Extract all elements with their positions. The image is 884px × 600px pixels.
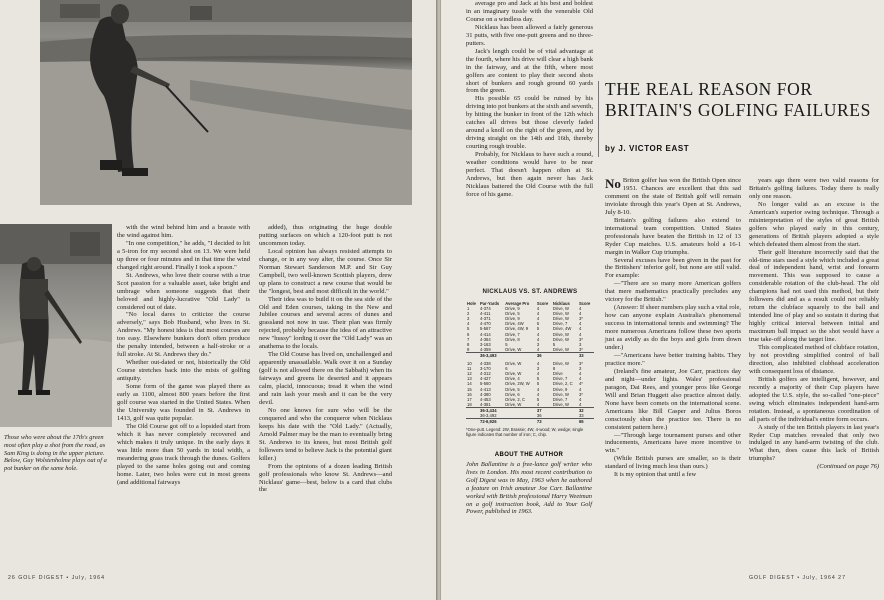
scorecard-cell: Drive, W xyxy=(505,361,522,367)
scorecard-cell: 4 xyxy=(578,371,582,377)
article-byline: by J. VICTOR EAST xyxy=(605,144,690,153)
scorecard-cell: 6 xyxy=(467,331,470,337)
paragraph: years ago there were two valid reasons for Britain's golfing failures. Today there is really only one reason. xyxy=(749,177,879,200)
scorecard-cell: 3* xyxy=(578,316,583,322)
scorecard-cell xyxy=(552,419,578,425)
paragraph: —"Americans have better training habits. They practice more." xyxy=(605,351,741,367)
scorecard-cell: Drive, W xyxy=(552,336,569,342)
scorecard-cell: 10 xyxy=(467,361,472,367)
scorecard-header-cell: Par-Yards xyxy=(480,301,500,306)
left-column-1 xyxy=(117,224,250,486)
scorecard-cell: Drive, 2W, W xyxy=(505,381,530,387)
paragraph: St. Andrews, who love their course with a true Scot passion for a valuable asset, take bright and umbrage when someone suggests that their beloved and highly-lucrative "Old Lady" is considered out of date. xyxy=(117,271,250,311)
scorecard-cell: Drive, 4W xyxy=(505,321,524,327)
paragraph xyxy=(605,177,741,217)
scorecard-notes: *One-putt. Legend: 2W, Brassie; 4W, 4-wood; W, wedge; single figure indicates that number of iron; C, chip. xyxy=(466,427,584,438)
scorecard-header-cell: Hole xyxy=(467,301,476,306)
scorecard-cell: 37 xyxy=(536,407,552,413)
paragraph: "In one competition," he adds, "I decided to hit a 5-iron for my second shot on 13. We were held up three or four minutes and in that time the wind changed right around. Finally I took a spoon." xyxy=(117,239,250,271)
paragraph: The Old Course has lived on, unchallenged and apparently unassailable. Walk over it on a Sunday (golf is not allowed there on the Sabbath) when its fairways and greens lie deserted and it appears calm, placid, innocuous; tread it when the wind and rain lash your mesh and it can be the very devil. xyxy=(259,351,392,406)
paragraph: The Old Course got off to a lopsided start from which it has never completely recovered and which makes it truly unique. In the early days it was little more than 50 yards in total width, a meandering grass track through the dunes. Golfers played to the same holes going out and coming home. Later, two holes were cut in most greens (and additional fairways xyxy=(117,422,250,486)
scorecard-cell: 12 xyxy=(467,371,472,377)
scorecard-cell: 5-567 xyxy=(480,326,491,332)
scorecard-cell: 4-411 xyxy=(480,311,491,317)
scorecard-cell: 36-3,434 xyxy=(479,407,504,413)
article-headline: THE REAL REASON FOR BRITAIN'S GOLFING FAILURES xyxy=(605,79,871,120)
scorecard-cell xyxy=(504,419,536,425)
scorecard-cell: Drive, 5 xyxy=(505,311,520,317)
scorecard-cell: 8 xyxy=(552,366,556,372)
scorecard-cell: Drive, 9 xyxy=(552,386,568,392)
scorecard-cell: 3 xyxy=(578,341,582,347)
scorecard-cell: Drive, 7 xyxy=(552,396,568,402)
paragraph: This complicated method of clubface rotation, by not providing simplified control of ball direction, also inhibited clubhead acceleration with consequent loss of distance. xyxy=(749,344,879,375)
scorecard-cell: 4-359 xyxy=(480,346,491,352)
scorecard-cell: 4 xyxy=(536,401,540,407)
left-column-2 xyxy=(259,224,392,494)
paragraph: with the wind behind him and a brassie with the wind against him. xyxy=(117,224,250,239)
golfer-on-road-photo xyxy=(40,0,412,205)
scorecard-cell: 4 xyxy=(536,371,540,377)
scorecard-cell: 4* xyxy=(578,381,583,387)
scorecard-cell: Drive, W xyxy=(505,346,522,352)
paragraph: His possible 65 could be ruined by his driving into pot bunkers at the sixth and seventh, by hitting the bunker in front of the 12th which catches all drives but those cleverly faded around a knoll on the right of the green, and by driving straight on the 14th and 16th, thereby courting rough trouble. xyxy=(466,95,593,151)
scorecard-cell: 4-371 xyxy=(480,316,491,322)
paragraph: (Ireland's fine amateur, Joe Carr, practices day and night—under lights. Wales' professional paragon, Dai Rees, and younger pros like George Will and Brian Huggett also practice almost daily. None have been comets on the international scene. Americans like Bill Casper and Julius Boros consciously shun the practice tee. There is no consistent pattern here.) xyxy=(605,367,741,431)
scorecard-cell: 4 xyxy=(467,321,470,327)
paragraph: From the opinions of a dozen leading British golf professionals who know St. Andrews—and Nicklaus' game—best, below is a card that clubs the xyxy=(259,462,392,494)
scorecard-cell: 16 xyxy=(467,391,472,397)
scorecard-cell: 4 xyxy=(578,331,582,337)
scorecard-cell: 4-374 xyxy=(480,306,491,312)
scorecard-cell: 5 xyxy=(505,341,508,347)
scorecard-body xyxy=(466,306,594,424)
scorecard-cell: 8 xyxy=(467,341,470,347)
scorecard-cell: 5-560 xyxy=(480,381,491,387)
paragraph: Some form of the game was played there as early as 1100, almost 800 years before the first golf course was started in the United States. When the University was founded in St. Andrews in 1413, golf was quite popular. xyxy=(117,383,250,422)
paragraph: Probably, for Nicklaus to have such a round, weather conditions would have to be near perfect. That doesn't happen often at St. Andrews, but then again never has Jack Nicklaus battered the Old Course with the full force of his game. xyxy=(466,151,593,198)
scorecard-cell: 5 xyxy=(536,376,540,382)
scorecard-cell: 33 xyxy=(578,412,584,418)
left-page xyxy=(0,0,437,600)
paragraph: No longer valid as an excuse is the American's superior swing technique. Through a misinterpretation of the styles of great British golfers who played early in this century, generations of British players adopted a style which defeated them almost from the start. xyxy=(749,200,879,248)
scorecard-title: NICKLAUS VS. ST. ANDREWS xyxy=(482,288,578,295)
paragraph: added), thus originating the huge double putting surfaces on which a 120-foot putt is not uncommon today. xyxy=(259,224,392,247)
scorecard-cell: Drive, 2, C xyxy=(505,396,526,402)
scorecard-cell: 11 xyxy=(467,366,472,372)
scorecard-cell: Drive, W xyxy=(505,401,522,407)
scorecard-cell: 4 xyxy=(578,321,582,327)
scorecard-cell: 4 xyxy=(536,346,540,352)
scorecard-cell: 3* xyxy=(578,391,583,397)
scorecard-cell: Drive, 5 xyxy=(505,386,520,392)
scorecard-cell: Drive, 9 xyxy=(505,306,520,312)
scorecard-cell: Drive, W xyxy=(552,346,569,352)
scorecard-header-cell: Score xyxy=(536,301,549,306)
scorecard-cell: 4 xyxy=(536,331,540,337)
scorecard-cell: 4 xyxy=(536,386,540,392)
drop-cap: No xyxy=(605,176,621,191)
scorecard-cell: 4 xyxy=(578,306,582,312)
scorecard-cell: 4 xyxy=(578,376,582,382)
right-column-1 xyxy=(466,0,593,199)
scorecard-cell: 13 xyxy=(467,376,472,382)
paragraph: Jack's length could be of vital advantage at the fourth, where his drive will clear a high bank in the fairway, and at the fifth, where most golfers are content to play their second shots short of bunkers and rough ground 60 yards from the green. xyxy=(466,47,593,95)
scorecard-cell: 4-338 xyxy=(480,361,491,367)
scorecard-cell: 4 xyxy=(536,316,540,322)
scorecard-header-cell: Score xyxy=(578,301,591,306)
paragraph: —"There are so many more American golfers that mere mathematics practically precludes any victory for the British." xyxy=(605,280,741,304)
scorecard-cell: Drive, W xyxy=(552,311,569,317)
paragraph: Britain's golfing failures also extend to international team competition. United States professionals have beaten the British in 12 of 13 Ryder Cup matches. U.S. amateurs hold a 16-1 margin in Walker Cup triumphs. xyxy=(605,216,741,256)
scorecard-cell: 73 xyxy=(536,419,552,425)
scorecard-cell: 36-3,493 xyxy=(479,352,504,358)
right-column-2 xyxy=(605,177,741,479)
paragraph: (While British purses are smaller, so is their standard of living much less than ours.) xyxy=(605,455,741,471)
scorecard-cell: 4 xyxy=(578,396,582,402)
scorecard-cell: 4-312 xyxy=(480,371,491,377)
scorecard-cell: 4-380 xyxy=(480,391,491,397)
scorecard-cell: 5 xyxy=(536,326,540,332)
right-folio: GOLF DIGEST • July, 1964 27 xyxy=(749,575,846,581)
scorecard-cell: 33 xyxy=(578,352,594,358)
scorecard-cell: 4 xyxy=(536,311,540,317)
scorecard-cell: 3* xyxy=(578,336,583,342)
scorecard-cell: 72-6,926 xyxy=(479,419,504,425)
scorecard-cell: 4-381 xyxy=(480,401,491,407)
scorecard-cell: 3 xyxy=(536,341,540,347)
paragraph: Their golf literature incorrectly said that the old-time stars used a style which included a great deal of independent hand, wrist and forearm movement. This was supposed to cause a considerable rotation of the club-head. The old champions had not used this method, but their followers did and as a result could not reliably return the clubface squarely to the ball and intended line of play and so sustain it during that highly critical interval between initial and maximum ball impact so the shot would have a true take-off along the target line. xyxy=(749,248,879,344)
scorecard-cell: 4-414 xyxy=(480,331,491,337)
paragraph: Local opinion has always resisted attempts to change, or in any way alter, the course. Once Sir Norman Stewart Sanderson M.P. and Sir Guy Campbell, two well-known Scottish players, drew up plans to construct a new course that would be the "longest, best and most difficult in the world." xyxy=(259,247,392,295)
scorecard-cell: 5 xyxy=(536,381,540,387)
scorecard-cell xyxy=(466,419,479,425)
scorecard-cell: Drive, W xyxy=(552,391,569,397)
paragraph: (Continued on page 76) xyxy=(817,463,879,471)
paragraph: "No local dares to criticize the course adversely," says Bob Husband, who lives in St. Andrews. "My honest idea is that most courses are too easy. Elsewhere bunkers don't often produce the penalty intended, between a half-stroke or a full stroke. At St. Andrews they do." xyxy=(117,311,250,359)
scorecard-cell: 9 xyxy=(467,346,470,352)
scorecard-cell: 3-163 xyxy=(480,341,491,347)
scorecard-cell: Drive, W xyxy=(552,316,569,322)
scorecard-cell: 4-413 xyxy=(480,386,491,392)
paragraph: Their idea was to build it on the sea side of the Old and Eden courses, taking in the New and Jubilee courses and several acres of dunes and grassland not now in use. Their plan was firmly rejected, probably because the idea of an attractive new "hussy" lording it over the "Old Lady" was an anathema to the locals. xyxy=(259,295,392,351)
scorecard-cell: Drive, 6 xyxy=(505,391,520,397)
scorecard-cell: 65 xyxy=(578,419,594,425)
scorecard-cell: 5 xyxy=(536,396,540,402)
paragraph: average pro and Jack at his best and boldest in an imaginary tussle with the venerable Old Course on a windless day. xyxy=(466,0,593,23)
scorecard-cell: 4-427 xyxy=(480,376,491,382)
scorecard-table xyxy=(466,301,594,424)
scorecard-cell: 2 xyxy=(467,311,470,317)
scorecard-cell: 15 xyxy=(467,386,472,392)
scorecard-cell: Drive, W xyxy=(552,361,569,367)
scorecard-header-cell: Average Pro xyxy=(505,301,530,306)
paragraph: British golfers are intelligent, however, and recently a majority of their Cup players have adopted the U.S. style, the so-called "one-piece" swing which eliminates independent hand-arm rotation. Instead, a spontaneous coordination of all parts of the individual's entire form occurs. xyxy=(749,375,879,423)
scorecard-cell: Drive, 8 xyxy=(505,336,520,342)
paragraph: Nicklaus has been allowed a fairly generous 31 putts, with five one-putt greens and no three-putters. xyxy=(466,23,593,47)
paragraph: A study of the ten British players in last year's Ryder Cup matches revealed that only two indulged in any hand-arm twisting of the club. What then, does cause this lack of British triumphs? xyxy=(749,423,879,463)
golfer-photo-art xyxy=(40,0,412,205)
scorecard-row xyxy=(466,419,594,425)
scorecard-cell: Drive, 7 xyxy=(552,321,568,327)
scorecard-cell: 32 xyxy=(578,407,594,413)
scorecard xyxy=(466,288,594,438)
scorecard-cell: 4 xyxy=(536,336,540,342)
scorecard-cell: Drive, 2, C xyxy=(552,381,573,387)
scorecard-cell: 18 xyxy=(467,401,472,407)
about-author-body: John Ballantine is a free-lance golf writer who lives in London. His most recent contribution to Golf Digest was in May, 1963 when he authored a feature on Irish amateur Joe Carr. Ballantine worked with British professional Harry Weetman on a golf instruction book, Add to Your Golf Power, published in 1963. xyxy=(466,461,592,516)
scorecard-cell: Drive, W xyxy=(552,401,569,407)
scorecard-cell: 3-170 xyxy=(480,366,491,372)
paragraph: No one knows for sure who will be the conquered and who the conqueror when Nicklaus keeps his date with the "Old Lady." (Actually, Arnold Palmer may be the man to eventually bring St. Andrews to its knees, but most British golf followers tend to believe Jack is the potential giant killer.) xyxy=(259,406,392,462)
scorecard-cell: 7 xyxy=(467,336,470,342)
photo-caption: Those who were about the 17th's green most often play a shot from the road, as Sam King is doing in the upper picture. Below, Guy Wolstenholme plays out of a pot bunker on the same hole. xyxy=(4,434,107,473)
scorecard-cell: 5 xyxy=(536,321,540,327)
scorecard-cell: 4 xyxy=(536,361,540,367)
paragraph: It is my opinion that until a few xyxy=(614,471,697,479)
scorecard-cell: 3 xyxy=(467,316,470,322)
scorecard-cell: 4 xyxy=(578,311,582,317)
scorecard-cell: 4 xyxy=(578,326,582,332)
scorecard-cell: 17 xyxy=(467,396,472,402)
paragraph: Several excuses have been given in the past for the Britishers' inferior golf, but none are still valid. For example: xyxy=(605,256,741,280)
scorecard-cell: 4-453 xyxy=(480,396,491,402)
paragraph: —"Through large tournament purses and other inducements, Americans have more incentive to win." xyxy=(605,431,741,455)
scorecard-cell: 1 xyxy=(467,306,470,312)
scorecard-header-cell: Nicklaus xyxy=(552,301,570,306)
scorecard-cell: 36 xyxy=(536,412,542,418)
scorecard-cell: Drive xyxy=(552,371,563,377)
scorecard-cell: 5 xyxy=(467,326,470,332)
scorecard-cell: 4-470 xyxy=(480,321,491,327)
scorecard-cell: 4 xyxy=(536,391,540,397)
scorecard-cell: 5 xyxy=(552,341,556,347)
scorecard-cell: Drive, W xyxy=(552,331,569,337)
scorecard-cell: 3* xyxy=(578,361,583,367)
scorecard-cell: 3* xyxy=(578,346,583,352)
about-author xyxy=(466,452,592,516)
bunker-photo-art xyxy=(0,224,112,427)
paragraph: (Answer: If sheer numbers play such a vital role, how can anyone explain Australia's phenomenal success in international tennis and swimming? The more numerous Americans follow these two sports just as avidly as do the boys and girls from down under.) xyxy=(605,304,741,352)
golfer-bunker-photo xyxy=(0,224,112,427)
headline-rule xyxy=(598,81,599,157)
scorecard-cell: 4-364 xyxy=(480,336,491,342)
scorecard-cell: 4 xyxy=(578,386,582,392)
about-author-title: ABOUT THE AUTHOR xyxy=(494,452,564,458)
paragraph-text: Briton golfer has won the British Open since 1951. Chances are excellent that this sad comment on the state of British golf will remain inviolate through this year's Open at St. Andrews, July 8-10. xyxy=(605,177,741,216)
scorecard-cell: Drive, 4W xyxy=(552,326,572,332)
scorecard-cell: 4 xyxy=(578,401,582,407)
scorecard-cell: Drive, 9 xyxy=(505,316,520,322)
scorecard-cell: Drive, W xyxy=(505,371,522,377)
scorecard-cell: 4 xyxy=(536,306,540,312)
scorecard-cell: 3 xyxy=(536,366,540,372)
scorecard-cell: Drive, 4 xyxy=(505,376,520,382)
scorecard-cell: 6 xyxy=(505,366,508,372)
scorecard-cell: 36 xyxy=(536,352,552,358)
scorecard-cell: 36-3,492 xyxy=(480,412,497,418)
right-column-3 xyxy=(749,177,879,471)
scorecard-cell: Drive, 7 xyxy=(505,331,520,337)
scorecard-cell: Drive, 7 xyxy=(552,376,568,382)
scorecard-cell: Drive, 4W, 9 xyxy=(505,326,529,332)
scorecard-cell: Drive, W xyxy=(552,306,569,312)
scorecard-cell: 3 xyxy=(578,366,582,372)
paragraph: Whether out-dated or not, historically the Old Course stretches back into the mists of golfing antiquity. xyxy=(117,359,250,383)
left-folio: 26 GOLF DIGEST • July, 1964 xyxy=(8,575,105,581)
scorecard-cell: 14 xyxy=(467,381,472,387)
